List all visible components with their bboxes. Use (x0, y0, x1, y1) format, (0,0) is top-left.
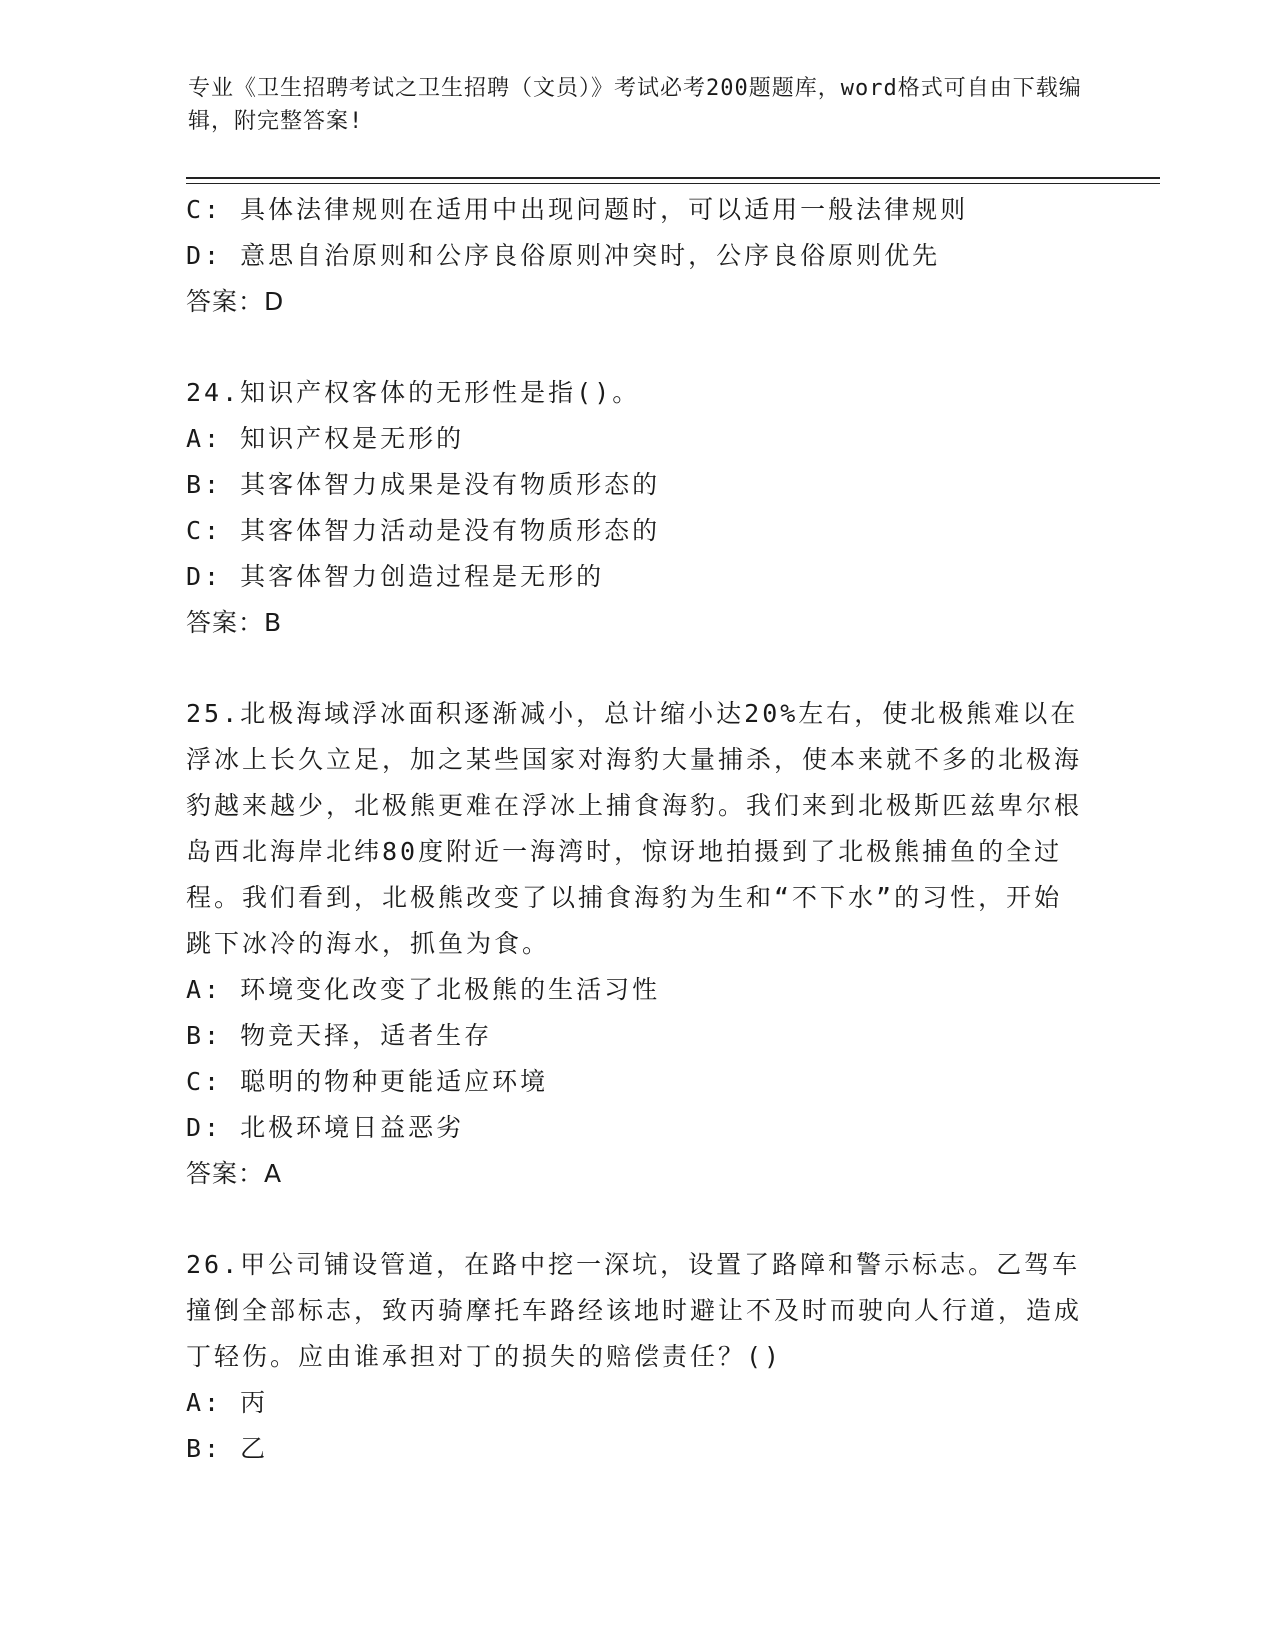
spacer (186, 646, 1086, 691)
question-list (186, 187, 1086, 1472)
question-25 (186, 691, 1086, 1197)
option-d: D: 北极环境日益恶劣 (186, 1113, 465, 1142)
document-header (188, 72, 1088, 138)
option-d: D: 意思自治原则和公序良俗原则冲突时，公序良俗原则优先 (186, 241, 941, 270)
question-24 (186, 370, 1086, 646)
header-divider-thin (186, 183, 1160, 184)
answer-label: 答案：A (186, 1159, 283, 1188)
option-a: A: 知识产权是无形的 (186, 424, 465, 453)
option-b: B: 其客体智力成果是没有物质形态的 (186, 470, 661, 499)
option-c: C: 其客体智力活动是没有物质形态的 (186, 516, 661, 545)
answer-label: 答案：D (186, 287, 285, 316)
header-divider-thick (186, 177, 1160, 179)
option-b: B: 乙 (186, 1434, 269, 1463)
option-b: B: 物竞天择，适者生存 (186, 1021, 493, 1050)
question-stem: 25.北极海域浮冰面积逐渐减小，总计缩小达20%左右，使北极熊难以在浮冰上长久立足，加之某些国家对海豹大量捕杀，使本来就不多的北极海豹越来越少，北极熊更难在浮冰上捕食海豹。我们来到北极斯匹兹卑尔根岛西北海岸北纬80度附近一海湾时，惊讶地拍摄到了北极熊捕鱼的全过程。我们看到，北极熊改变了以捕食海豹为生和“不下水”的习性，开始跳下冰冷的海水，抓鱼为食。 (186, 699, 1083, 958)
question-26 (186, 1242, 1086, 1472)
spacer (186, 325, 1086, 370)
question-stem: 26.甲公司铺设管道，在路中挖一深坑，设置了路障和警示标志。乙驾车撞倒全部标志，致丙骑摩托车路经该地时避让不及时而驶向人行道，造成丁轻伤。应由谁承担对丁的损失的赔偿责任？() (186, 1250, 1083, 1371)
option-a: A: 环境变化改变了北极熊的生活习性 (186, 975, 661, 1004)
option-c: C: 具体法律规则在适用中出现问题时，可以适用一般法律规则 (186, 195, 969, 224)
option-a: A: 丙 (186, 1388, 269, 1417)
answer-label: 答案：B (186, 608, 283, 637)
header-title: 专业《卫生招聘考试之卫生招聘（文员）》考试必考200题题库，word格式可自由下载编辑，附完整答案! (188, 76, 1082, 134)
question-23 (186, 187, 1086, 325)
option-c: C: 聪明的物种更能适应环境 (186, 1067, 549, 1096)
spacer (186, 1197, 1086, 1242)
question-stem: 24.知识产权客体的无形性是指()。 (186, 378, 641, 407)
option-d: D: 其客体智力创造过程是无形的 (186, 562, 605, 591)
